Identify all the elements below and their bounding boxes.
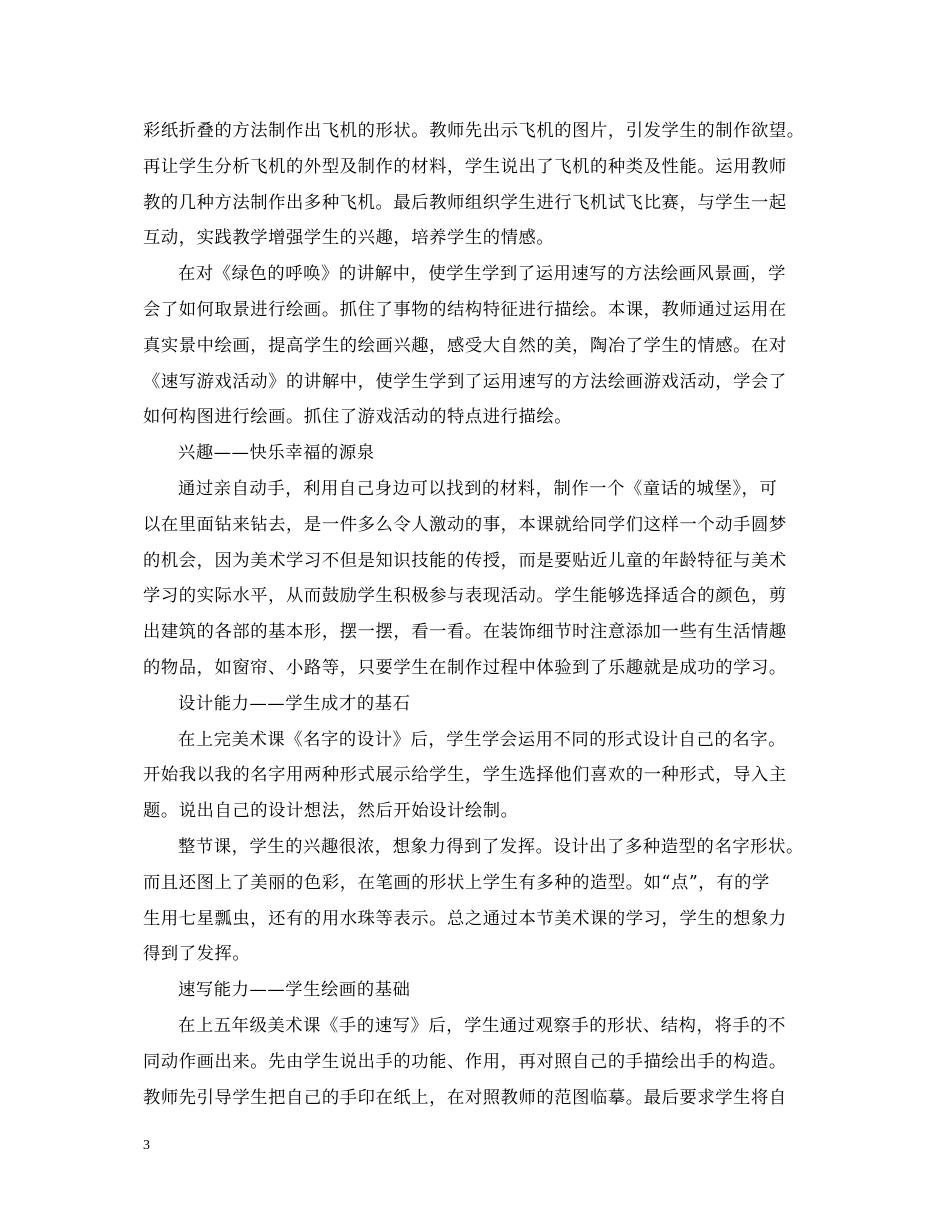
text-line: 教师先引导学生把自己的手印在纸上，在对照教师的范图临摹。最后要求学生将自 xyxy=(143,1087,787,1108)
text-line: 整节课，学生的兴趣很浓，想象力得到了发挥。设计出了多种造型的名字形状。 xyxy=(178,836,804,857)
text-line: 的机会，因为美术学习不但是知识技能的传授，而是要贴近儿童的年龄特征与美术 xyxy=(143,550,787,571)
text-line: 以在里面钻来钻去，是一件多么令人激动的事，本课就给同学们这样一个动手圆梦 xyxy=(143,514,787,535)
body-text xyxy=(143,114,823,1116)
text-line: 同动作画出来。先由学生说出手的功能、作用，再对照自己的手描绘出手的构造。 xyxy=(143,1051,787,1072)
text-line: 开始我以我的名字用两种形式展示给学生，学生选择他们喜欢的一种形式，导入主 xyxy=(143,765,787,786)
text-line: 教的几种方法制作出多种飞机。最后教师组织学生进行飞机试飞比赛，与学生一起 xyxy=(143,192,787,213)
text-line: 《速写游戏活动》的讲解中，使学生学到了运用速写的方法绘画游戏活动，学会了 xyxy=(143,371,787,392)
text-line: 如何构图进行绘画。抓住了游戏活动的特点进行描绘。 xyxy=(143,407,573,428)
section-heading: 速写能力——学生绘画的基础 xyxy=(178,980,411,1001)
section-heading: 设计能力——学生成才的基石 xyxy=(178,693,411,714)
text-line: 通过亲自动手，利用自己身边可以找到的材料，制作一个《童话的城堡》，可 xyxy=(178,478,778,499)
text-line: 得到了发挥。 xyxy=(143,944,251,965)
text-line: 生用七星瓢虫，还有的用水珠等表示。总之通过本节美术课的学习，学生的想象力 xyxy=(143,908,787,929)
section-heading: 兴趣——快乐幸福的源泉 xyxy=(178,443,375,464)
text-line: 而且还图上了美丽的色彩，在笔画的形状上学生有多种的造型。如“点”，有的学 xyxy=(143,872,770,893)
text-line: 再让学生分析飞机的外型及制作的材料，学生说出了飞机的种类及性能。运用教师 xyxy=(143,156,787,177)
text-line: 在上完美术课《名字的设计》后，学生学会运用不同的形式设计自己的名字。 xyxy=(178,729,786,750)
text-line: 会了如何取景进行绘画。抓住了事物的结构特征进行描绘。本课，教师通过运用在 xyxy=(143,299,787,320)
text-line: 学习的实际水平，从而鼓励学生积极参与表现活动。学生能够选择适合的颜色，剪 xyxy=(143,586,787,607)
text-line: 彩纸折叠的方法制作出飞机的形状。教师先出示飞机的图片，引发学生的制作欲望。 xyxy=(143,121,805,141)
page-number: 3 xyxy=(143,1138,150,1153)
text-line: 在对《绿色的呼唤》的讲解中，使学生学到了运用速写的方法绘画风景画，学 xyxy=(178,264,786,285)
text-line: 互动，实践教学增强学生的兴趣，培养学生的情感。 xyxy=(143,228,555,249)
text-line: 在上五年级美术课《手的速写》后，学生通过观察手的形状、结构，将手的不 xyxy=(178,1015,786,1036)
text-line: 出建筑的各部的基本形，摆一摆，看一看。在装饰细节时注意添加一些有生活情趣 xyxy=(143,622,787,643)
text-line: 真实景中绘画，提高学生的绘画兴趣，感受大自然的美，陶冶了学生的情感。在对 xyxy=(143,335,787,356)
text-line: 的物品，如窗帘、小路等，只要学生在制作过程中体验到了乐趣就是成功的学习。 xyxy=(143,657,787,678)
text-line: 题。说出自己的设计想法，然后开始设计绘制。 xyxy=(143,801,519,822)
